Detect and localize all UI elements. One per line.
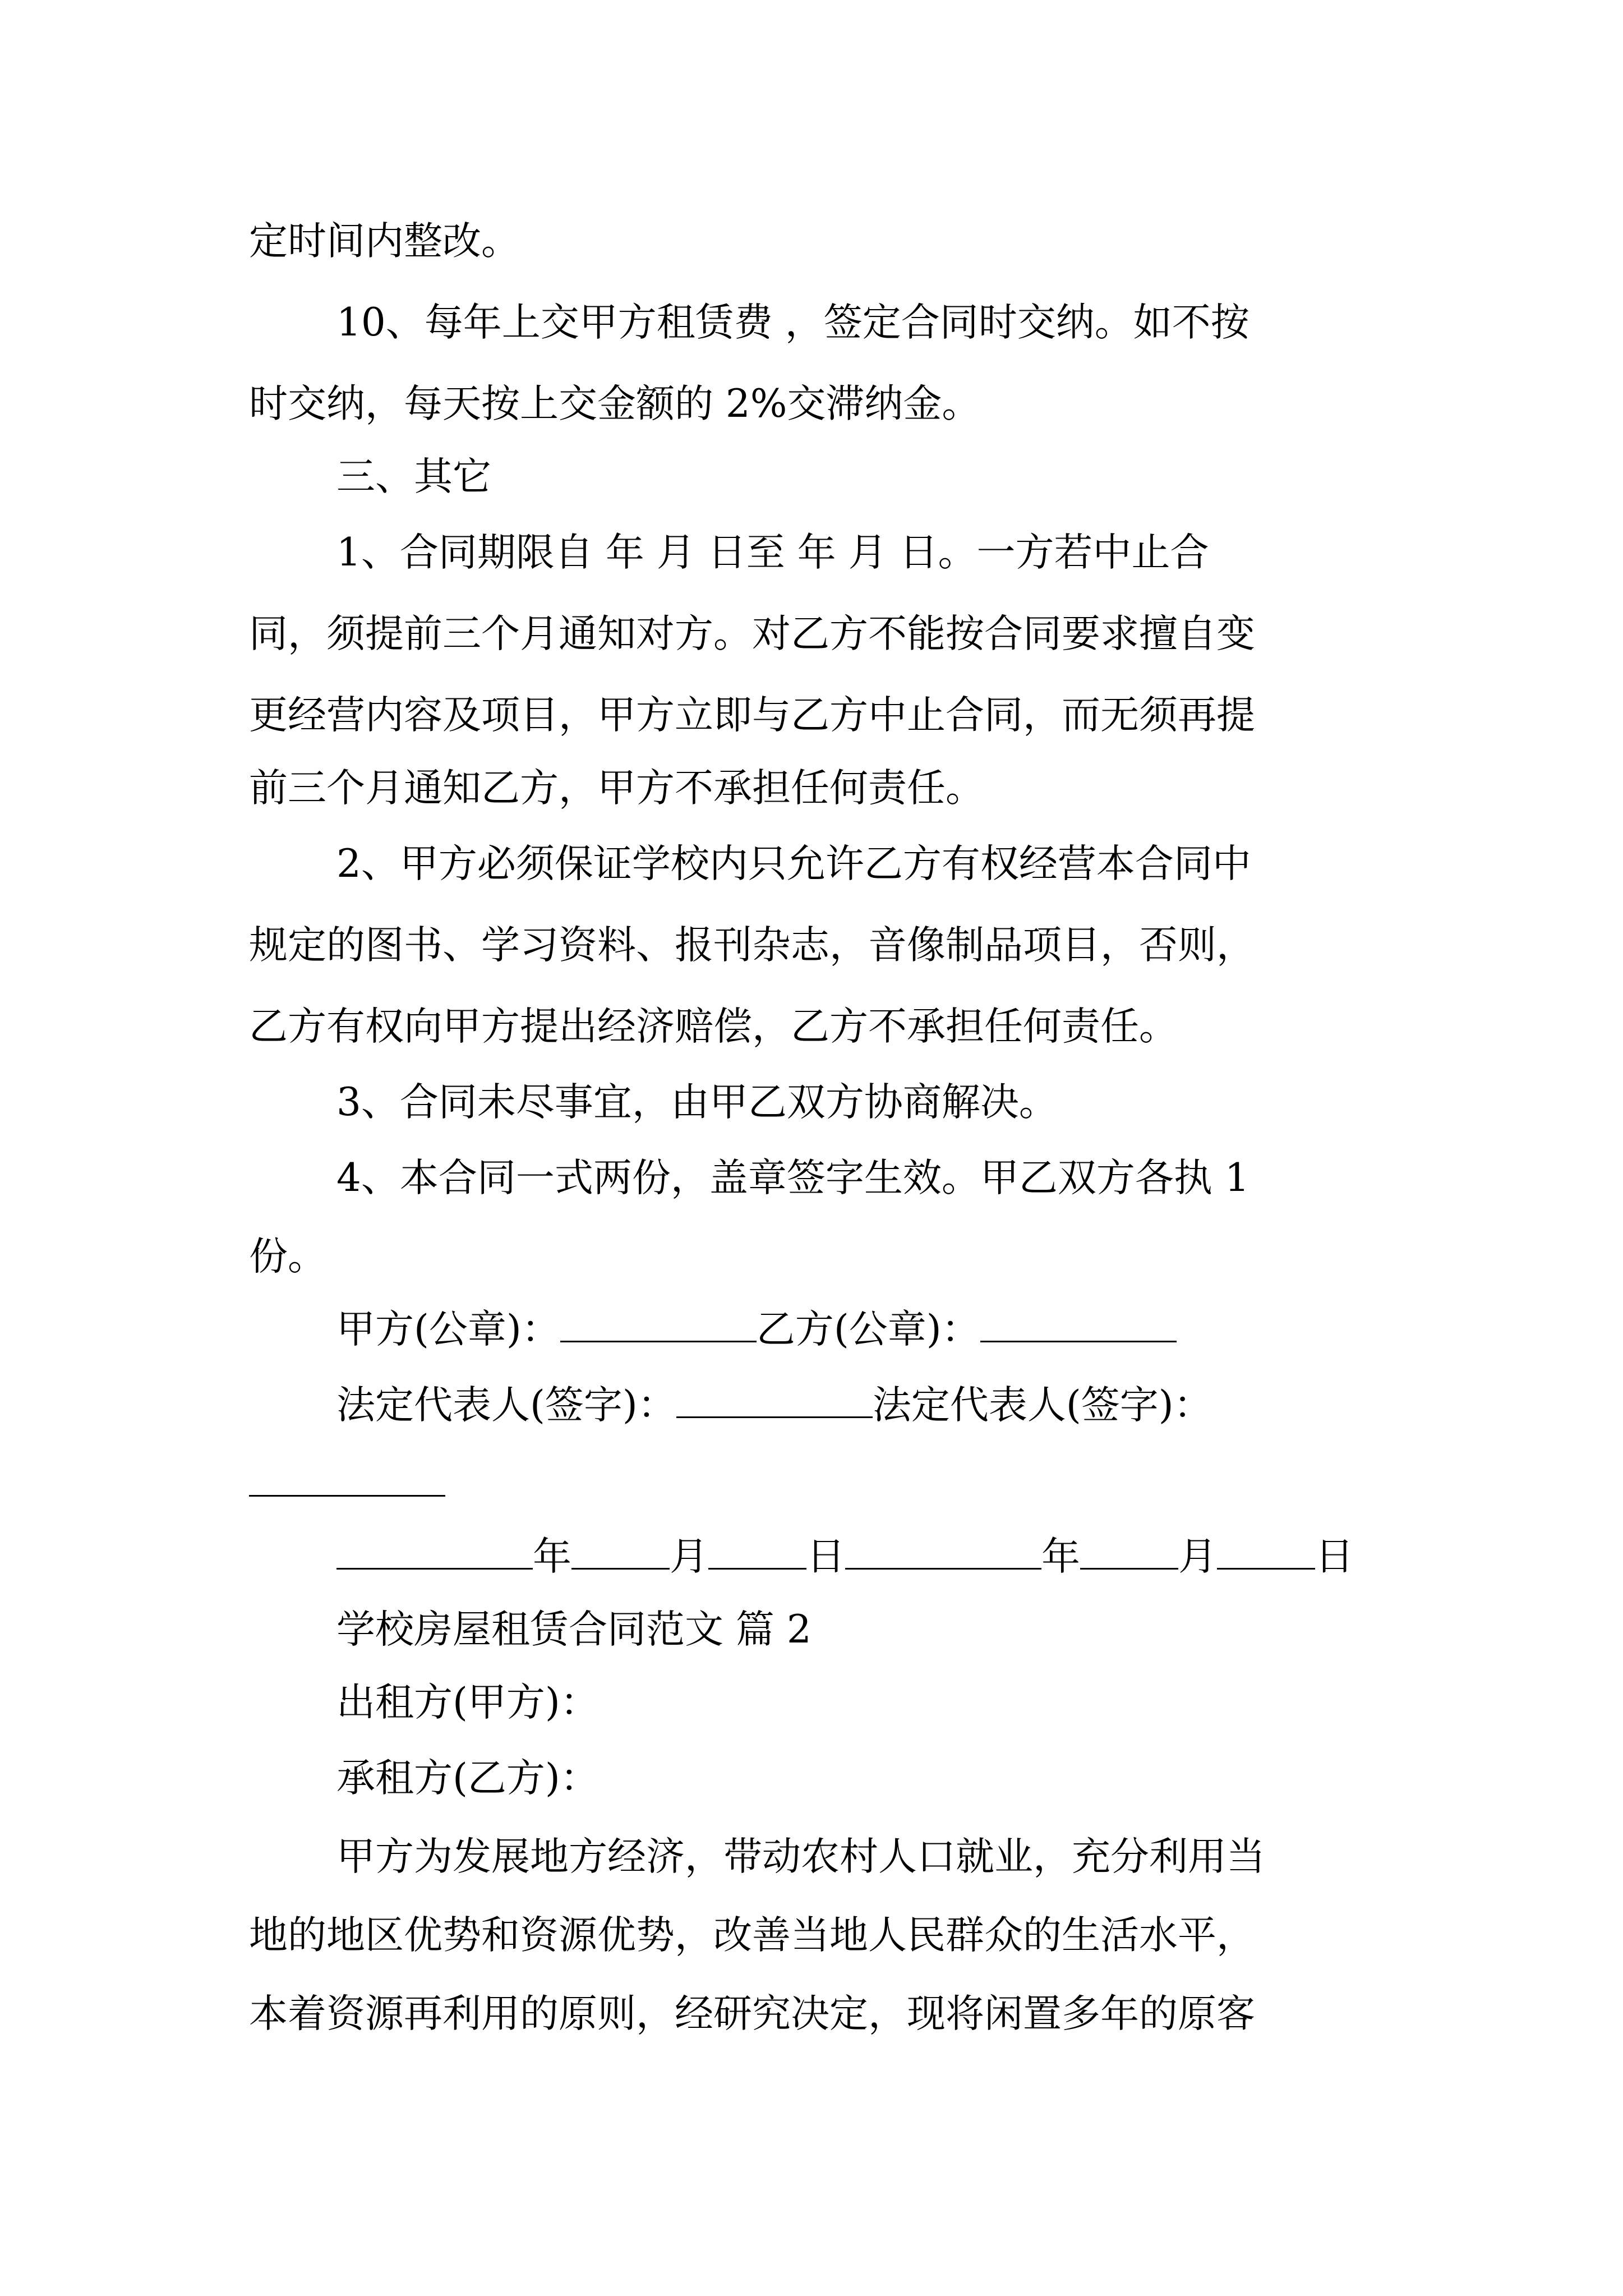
section-heading: 三、其它	[336, 454, 491, 499]
paragraph-line: 份。	[249, 1234, 326, 1279]
paragraph-line: 时交纳，每天按上交金额的 2%交滞纳金。	[249, 381, 981, 426]
seal-line	[336, 1304, 1177, 1355]
paragraph-line: 地的地区优势和资源优势，改善当地人民群众的生活水平，	[249, 1913, 1255, 1958]
paragraph-line: 定时间内整改。	[249, 219, 520, 264]
lessee-label: 承租方(乙方)：	[336, 1756, 599, 1801]
legal-rep-b-blank	[249, 1462, 445, 1497]
legal-rep-line	[336, 1380, 1212, 1430]
paragraph-line: 4、本合同一式两份，盖章签字生效。甲乙双方各执 1	[336, 1156, 1249, 1200]
date-b-year: 年	[1041, 1534, 1080, 1579]
date-line	[336, 1531, 1354, 1582]
party-b-seal-blank	[980, 1308, 1177, 1342]
legal-rep-a-blank	[676, 1384, 873, 1418]
paragraph-line: 本着资源再利用的原则，经研究决定，现将闲置多年的原客	[249, 1991, 1255, 2036]
paragraph-line: 1、合同期限自 年 月 日至 年 月 日。一方若中止合	[336, 530, 1209, 575]
paragraph-line: 乙方有权向甲方提出经济赔偿，乙方不承担任何责任。	[249, 1004, 1178, 1049]
date-b-day-blank	[1217, 1535, 1315, 1570]
paragraph-line: 3、合同未尽事宜，由甲乙双方协商解决。	[336, 1080, 1058, 1125]
date-b-day: 日	[1315, 1534, 1354, 1579]
date-b-year-blank	[845, 1535, 1041, 1570]
paragraph-line: 同，须提前三个月通知对方。对乙方不能按合同要求擅自变	[249, 611, 1255, 656]
paragraph-line: 2、甲方必须保证学校内只允许乙方有权经营本合同中	[336, 841, 1251, 886]
lessor-label: 出租方(甲方)：	[336, 1680, 599, 1725]
date-a-day: 日	[806, 1534, 845, 1579]
party-a-seal-blank	[560, 1308, 757, 1342]
paragraph-line: 更经营内容及项目，甲方立即与乙方中止合同，而无须再提	[249, 693, 1255, 738]
paragraph-line: 10、每年上交甲方租赁费 ，签定合同时交纳。如不按	[336, 300, 1249, 345]
paragraph-line: 前三个月通知乙方，甲方不承担任何责任。	[249, 766, 984, 811]
date-b-month: 月	[1178, 1534, 1217, 1579]
legal-rep-b-blank-line	[249, 1458, 445, 1509]
date-a-month-blank	[571, 1535, 670, 1570]
date-a-year-blank	[336, 1535, 533, 1570]
date-b-month-blank	[1080, 1535, 1178, 1570]
section-title: 学校房屋租赁合同范文 篇 2	[336, 1607, 811, 1652]
legal-rep-b-label: 法定代表人(签字)：	[872, 1383, 1212, 1428]
date-a-day-blank	[708, 1535, 806, 1570]
date-a-month: 月	[670, 1534, 708, 1579]
date-a-year: 年	[533, 1534, 571, 1579]
legal-rep-a-label: 法定代表人(签字)：	[336, 1383, 676, 1428]
party-b-seal-label: 乙方(公章)：	[756, 1307, 980, 1352]
party-a-seal-label: 甲方(公章)：	[336, 1307, 560, 1352]
paragraph-line: 甲方为发展地方经济，带动农村人口就业，充分利用当	[336, 1834, 1265, 1879]
paragraph-line: 规定的图书、学习资料、报刊杂志，音像制品项目，否则，	[249, 923, 1255, 968]
